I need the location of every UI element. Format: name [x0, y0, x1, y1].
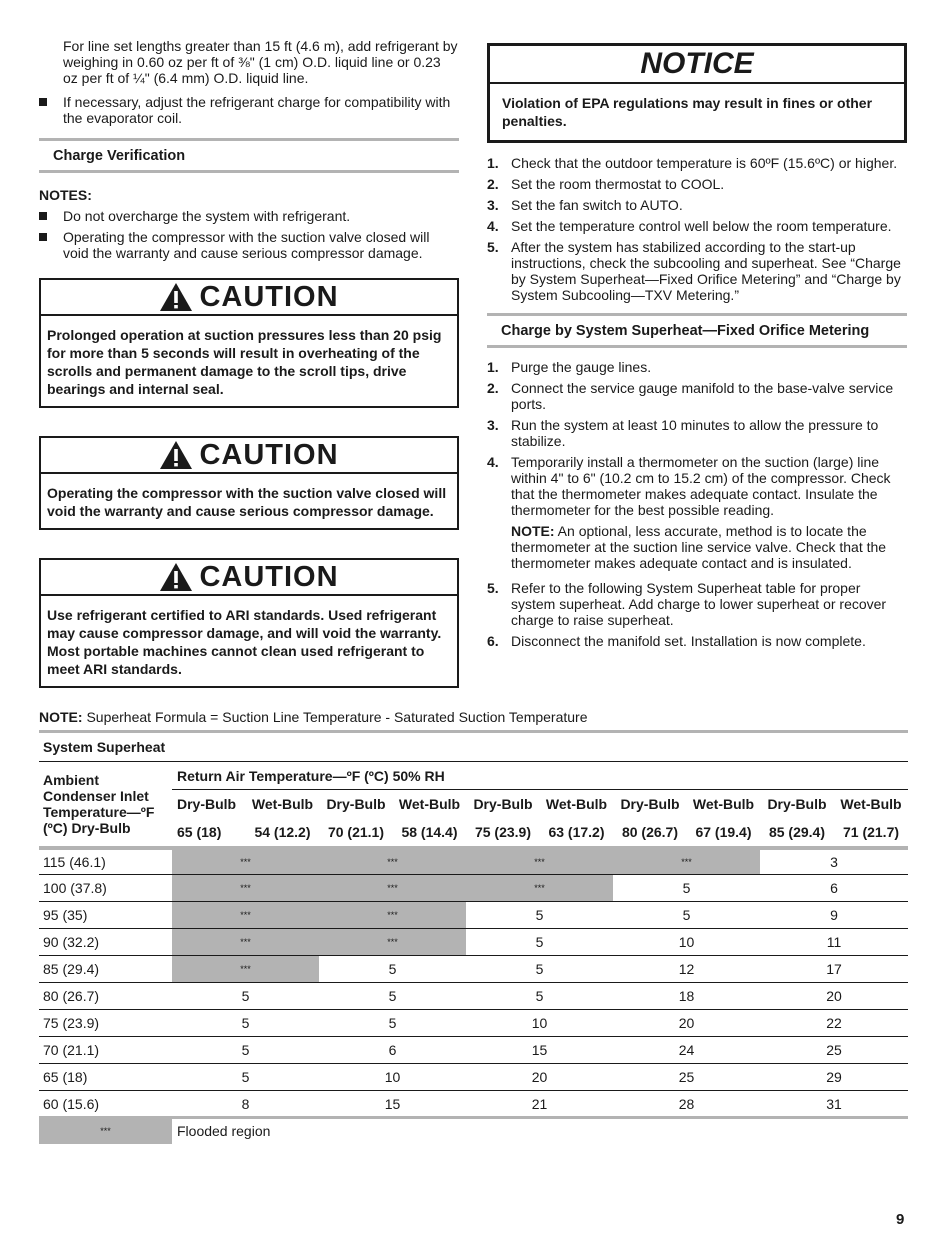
notice-box	[487, 43, 907, 143]
line-set-paragraph: For line set lengths greater than 15 ft (4.6 m), add refrigerant by weighing in 0.60 oz per ft of ⅜" (1 cm) O.D. liquid line or 0.23 oz per ft of ¼" (6.4 mm) O.D. liquid line.	[63, 38, 458, 86]
ambient-cell: 75 (23.9)	[39, 1010, 172, 1037]
superheat-cell: 5	[319, 956, 466, 983]
superheat-cell: 25	[760, 1037, 908, 1064]
caution-label: CAUTION	[199, 281, 339, 313]
flooded-cell: ***	[172, 929, 319, 956]
flooded-cell: ***	[466, 875, 613, 902]
superheat-cell: 5	[172, 1037, 319, 1064]
table-row	[39, 956, 908, 983]
superheat-cell: 15	[466, 1037, 613, 1064]
superheat-cell: 29	[760, 1064, 908, 1091]
superheat-cell: 9	[760, 902, 908, 929]
superheat-cell: 6	[319, 1037, 466, 1064]
ambient-cell: 60 (15.6)	[39, 1091, 172, 1118]
flooded-cell: ***	[172, 956, 319, 983]
notice-text: Violation of EPA regulations may result in fines or other penalties.	[502, 95, 873, 129]
superheat-cell: 20	[760, 983, 908, 1010]
column-header: Dry-Bulb	[177, 796, 237, 813]
superheat-cell: 22	[760, 1010, 908, 1037]
superheat-cell: 24	[613, 1037, 760, 1064]
superheat-cell: 6	[760, 875, 908, 902]
superheat-cell: 5	[466, 929, 613, 956]
warning-triangle-icon	[159, 440, 193, 470]
column-header: 85 (29.4)	[760, 819, 834, 848]
caution-text: Prolonged operation at suction pressures less than 20 psig for more than 5 seconds will result in overheating of the scrolls and permanent damage to the scroll tips, drive bearings and internal seal.	[47, 327, 442, 397]
column-header: 54 (12.2)	[246, 819, 319, 848]
flooded-legend-swatch: ***	[39, 1118, 172, 1144]
list-item: 4. Set the temperature control well below the room temperature.	[487, 218, 892, 234]
superheat-cell: 11	[760, 929, 908, 956]
page-number: 9	[896, 1211, 905, 1228]
column-header: Dry-Bulb	[326, 796, 386, 813]
flooded-cell: ***	[319, 875, 466, 902]
caution-box-refrigerant	[39, 558, 459, 688]
startup-steps-list	[487, 155, 907, 303]
caution-box-suction-pressure	[39, 278, 459, 408]
table-row	[39, 1010, 908, 1037]
superheat-cell: 3	[760, 848, 908, 875]
table-title: System Superheat	[39, 732, 908, 762]
column-header: Wet-Bulb	[545, 796, 608, 813]
superheat-cell: 5	[613, 902, 760, 929]
table-row	[39, 1064, 908, 1091]
right-column	[487, 43, 907, 649]
table-row	[39, 875, 908, 902]
superheat-cell: 25	[613, 1064, 760, 1091]
flooded-cell: ***	[613, 848, 760, 875]
superheat-cell: 31	[760, 1091, 908, 1118]
legend-row	[39, 1118, 908, 1144]
adjust-charge-text: If necessary, adjust the refrigerant charge for compatibility with the evaporator coil.	[63, 94, 451, 126]
superheat-cell: 21	[466, 1091, 613, 1118]
column-header: 58 (14.4)	[393, 819, 466, 848]
column-header: 65 (18)	[172, 819, 246, 848]
superheat-cell: 10	[613, 929, 760, 956]
flooded-legend-label: Flooded region	[177, 1123, 271, 1140]
charge-verification-heading: Charge Verification	[39, 138, 459, 173]
return-air-header: Return Air Temperature—ºF (ºC) 50% RH	[172, 762, 908, 790]
superheat-cell: 5	[466, 956, 613, 983]
column-header: Wet-Bulb	[398, 796, 461, 813]
flooded-cell: ***	[172, 902, 319, 929]
note-item	[39, 208, 459, 224]
superheat-cell: 5	[172, 1010, 319, 1037]
table-row	[39, 929, 908, 956]
flooded-cell: ***	[319, 929, 466, 956]
ambient-cell: 80 (26.7)	[39, 983, 172, 1010]
list-item: 1. Purge the gauge lines.	[487, 359, 652, 375]
superheat-cell: 5	[466, 902, 613, 929]
flooded-cell: ***	[172, 875, 319, 902]
table-row	[39, 902, 908, 929]
list-item: 4. Temporarily install a thermometer on the suction (large) line within 4" to 6" (10.2 cm to 15.2 cm) of the compressor. Check that the thermometer makes adequate contact. Insulate the thermometer for the best possible reading. NOTE: An optional, less accurate, method is to locate the thermometer at the suction line service valve. Check that the thermometer makes adequate contact and is insulated.	[487, 454, 907, 571]
column-header: Wet-Bulb	[840, 796, 902, 813]
note-text: Do not overcharge the system with refrigerant.	[63, 208, 351, 224]
superheat-cell: 20	[613, 1010, 760, 1037]
caution-header	[41, 438, 457, 474]
superheat-formula-note: NOTE: Superheat Formula = Suction Line Temperature - Saturated Suction Temperature	[39, 709, 588, 725]
caution-text: Use refrigerant certified to ARI standards. Used refrigerant may cause compressor damage, and will void the warranty. Most portable machines cannot clean used refrigerant to meet ARI standards.	[47, 607, 442, 677]
table-body	[39, 848, 908, 1118]
column-header: 70 (21.1)	[319, 819, 393, 848]
note-text: Operating the compressor with the suction valve closed will void the warranty and cause serious compressor damage.	[63, 229, 430, 261]
column-header: Wet-Bulb	[692, 796, 755, 813]
superheat-heading: Charge by System Superheat—Fixed Orifice Metering	[487, 313, 907, 348]
flooded-cell: ***	[319, 848, 466, 875]
superheat-cell: 5	[319, 1010, 466, 1037]
square-bullet-icon	[39, 212, 47, 220]
superheat-cell: 12	[613, 956, 760, 983]
superheat-cell: 8	[172, 1091, 319, 1118]
column-header: Wet-Bulb	[251, 796, 314, 813]
flooded-cell: ***	[172, 848, 319, 875]
warning-triangle-icon	[159, 562, 193, 592]
ambient-cell: 85 (29.4)	[39, 956, 172, 983]
superheat-cell: 5	[319, 983, 466, 1010]
column-header: Dry-Bulb	[767, 796, 827, 813]
left-column	[39, 38, 459, 688]
caution-header	[41, 280, 457, 316]
list-item: 3. Run the system at least 10 minutes to allow the pressure to stabilize.	[487, 417, 879, 449]
warning-triangle-icon	[159, 282, 193, 312]
list-item: 6. Disconnect the manifold set. Installation is now complete.	[487, 633, 866, 649]
ambient-cell: 70 (21.1)	[39, 1037, 172, 1064]
table-row	[39, 848, 908, 875]
column-header: 75 (23.9)	[466, 819, 540, 848]
superheat-cell: 5	[613, 875, 760, 902]
caution-header	[41, 560, 457, 596]
flooded-cell: ***	[319, 902, 466, 929]
step-note: NOTE: An optional, less accurate, method is to locate the thermometer at the suction line service valve. Check that the thermometer makes adequate contact and is insulated.	[511, 523, 887, 571]
superheat-cell: 5	[466, 983, 613, 1010]
square-bullet-icon	[39, 233, 47, 241]
list-item: 2. Connect the service gauge manifold to the base-valve service ports.	[487, 380, 894, 412]
superheat-cell: 5	[172, 1064, 319, 1091]
ambient-cell: 100 (37.8)	[39, 875, 172, 902]
column-header: 63 (17.2)	[540, 819, 613, 848]
column-header: Dry-Bulb	[620, 796, 680, 813]
column-header: 71 (21.7)	[834, 819, 908, 848]
superheat-cell: 17	[760, 956, 908, 983]
flooded-cell: ***	[466, 848, 613, 875]
superheat-cell: 18	[613, 983, 760, 1010]
list-item: 5. After the system has stabilized according to the start-up instructions, check the subcooling and superheat. See “Charge by System Superheat—Fixed Orifice Metering” and “Charge by System Subcooling—TXV Metering.”	[487, 239, 901, 303]
notice-label: NOTICE	[490, 46, 904, 84]
column-header: 80 (26.7)	[613, 819, 687, 848]
table-row	[39, 1037, 908, 1064]
ambient-cell: 90 (32.2)	[39, 929, 172, 956]
ambient-cell: 65 (18)	[39, 1064, 172, 1091]
square-bullet-icon	[39, 98, 47, 106]
caution-text: Operating the compressor with the suction valve closed will void the warranty and cause serious compressor damage.	[47, 485, 447, 519]
list-item: 3. Set the fan switch to AUTO.	[487, 197, 683, 213]
column-header: 67 (19.4)	[687, 819, 760, 848]
system-superheat-table	[39, 730, 908, 1144]
caution-label: CAUTION	[199, 439, 339, 471]
ambient-cell: 115 (46.1)	[39, 848, 172, 875]
ambient-cell: 95 (35)	[39, 902, 172, 929]
table-row	[39, 1091, 908, 1118]
superheat-cell: 10	[319, 1064, 466, 1091]
adjust-charge-bullet	[39, 94, 459, 126]
list-item: 2. Set the room thermostat to COOL.	[487, 176, 725, 192]
superheat-cell: 10	[466, 1010, 613, 1037]
caution-label: CAUTION	[199, 561, 339, 593]
list-item: 5. Refer to the following System Superheat table for proper system superheat. Add charge to lower superheat or recover charge to raise superheat.	[487, 580, 887, 628]
note-item	[39, 229, 459, 261]
caution-box-suction-valve	[39, 436, 459, 530]
ambient-header: Ambient Condenser Inlet Temperature—ºF (ºC) Dry-Bulb	[39, 762, 172, 848]
list-item: 1. Check that the outdoor temperature is 60ºF (15.6ºC) or higher.	[487, 155, 898, 171]
notes-label: NOTES:	[39, 187, 92, 203]
column-header: Dry-Bulb	[473, 796, 533, 813]
superheat-cell: 20	[466, 1064, 613, 1091]
superheat-steps-list	[487, 359, 907, 649]
superheat-cell: 28	[613, 1091, 760, 1118]
table-row	[39, 983, 908, 1010]
superheat-cell: 15	[319, 1091, 466, 1118]
superheat-cell: 5	[172, 983, 319, 1010]
